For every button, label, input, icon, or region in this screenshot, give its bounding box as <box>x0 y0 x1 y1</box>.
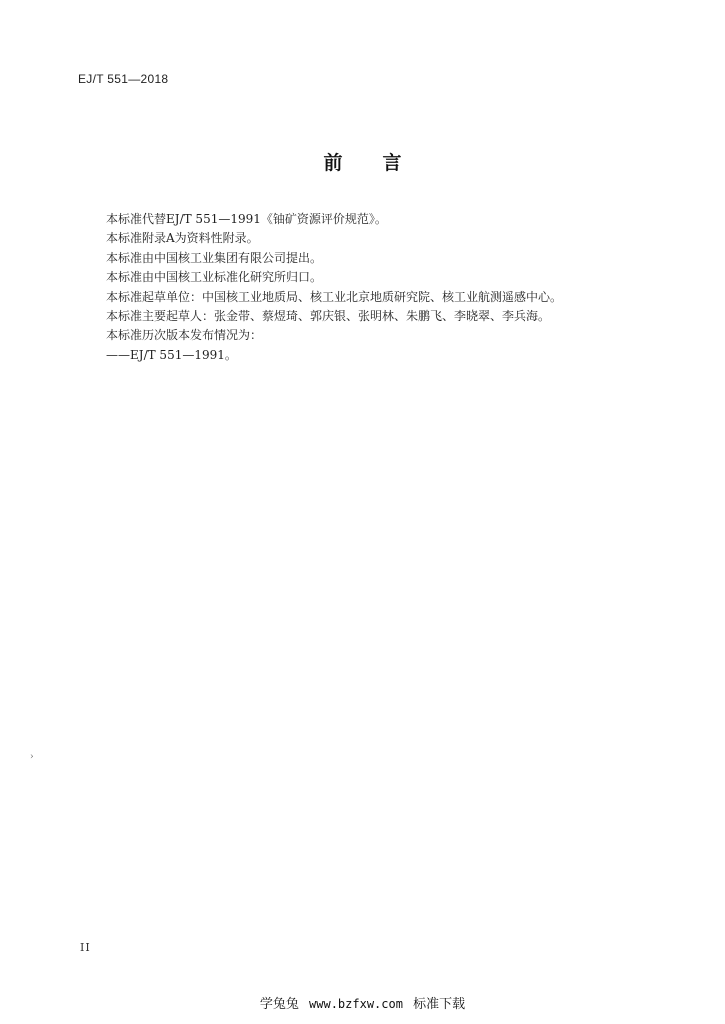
paragraph-managed-by: 本标准由中国核工业标准化研究所归口。 <box>106 270 323 285</box>
title-part-2: 言 <box>382 152 402 174</box>
paragraph-appendix: 本标准附录A为资料性附录。 <box>106 231 259 246</box>
footer-watermark <box>0 993 725 1012</box>
page-number: II <box>80 941 91 954</box>
paragraph-drafters: 本标准主要起草人：张金带、蔡煜琦、郭庆银、张明林、朱鹏飞、李晓翠、李兵海。 <box>106 309 551 324</box>
page-title <box>0 148 725 175</box>
paragraph-drafting-units: 本标准起草单位：中国核工业地质局、核工业北京地质研究院、核工业航测遥感中心。 <box>106 289 563 304</box>
document-code: EJ/T 551—2018 <box>78 72 169 86</box>
paragraph-proposed-by: 本标准由中国核工业集团有限公司提出。 <box>106 250 323 265</box>
footer-brand: 学兔兔 <box>259 997 299 1012</box>
title-part-1: 前 <box>323 152 343 174</box>
footer-site-link[interactable]: www.bzfxw.com <box>309 997 403 1011</box>
paragraph-history-intro: 本标准历次版本发布情况为： <box>106 328 263 343</box>
footer-suffix: 标准下载 <box>413 997 466 1012</box>
foreword-body <box>106 210 666 365</box>
paragraph-replaces: 本标准代替EJ/T 551—1991《铀矿资源评价规范》。 <box>106 212 387 226</box>
scan-mark: › <box>30 752 34 762</box>
paragraph-history-item: ——EJ/T 551—1991。 <box>106 347 237 362</box>
